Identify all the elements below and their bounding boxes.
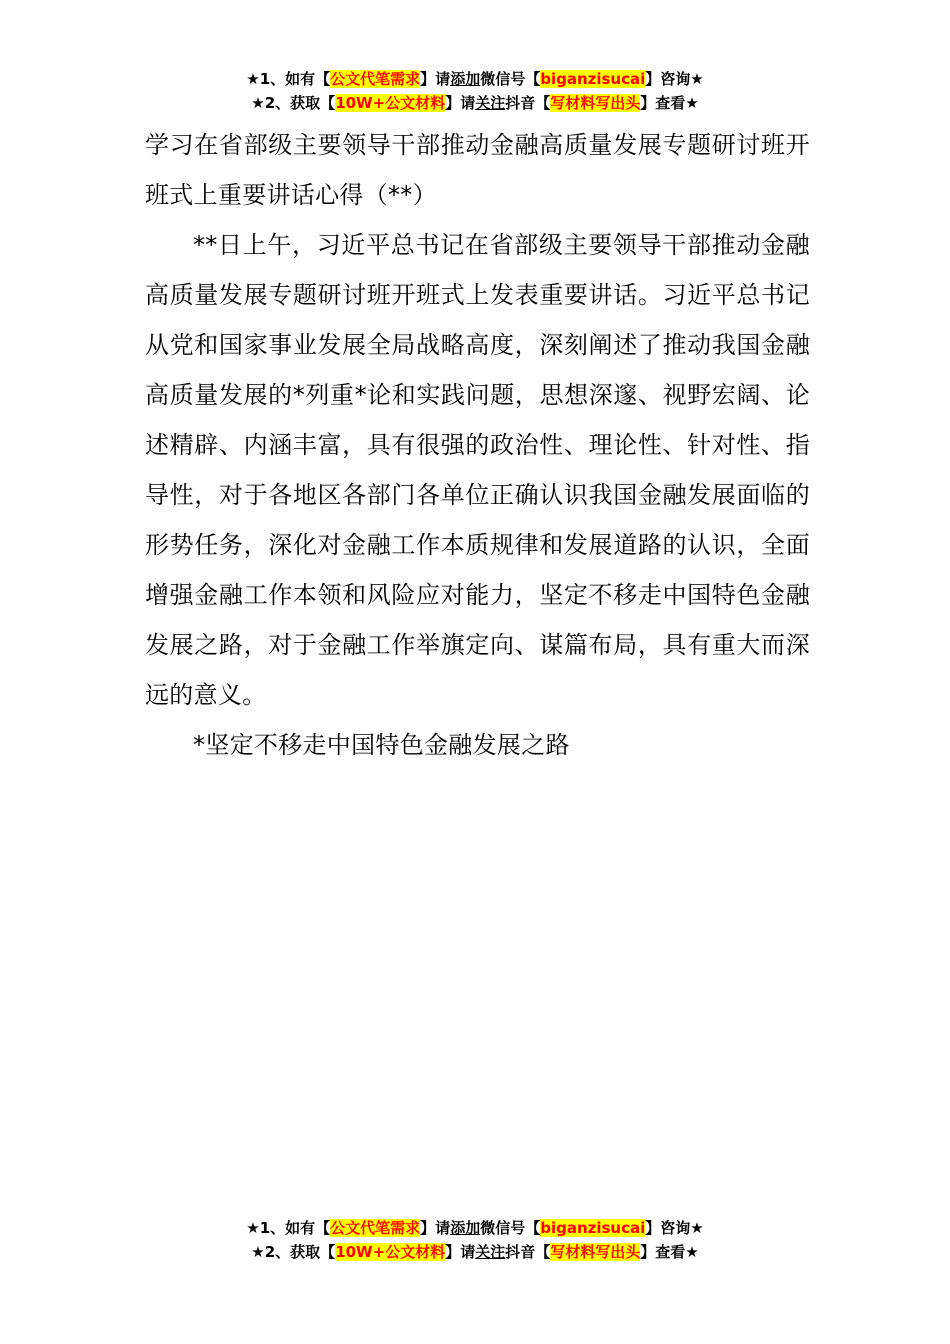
banner-line-1 <box>0 1216 950 1240</box>
banner-line-1 <box>0 67 950 91</box>
underlined-text: 添加 <box>450 1219 481 1237</box>
underlined-text: 关注 <box>475 94 506 112</box>
banner-text: ★2、获取【 <box>251 1243 336 1261</box>
banner-text: 】查看★ <box>640 94 699 112</box>
header-banner <box>0 67 950 115</box>
highlight-service: 公文代笔需求 <box>330 70 421 88</box>
banner-text: 】查看★ <box>640 1243 699 1261</box>
banner-text: ★1、如有【 <box>246 1219 331 1237</box>
paragraph: **日上午，习近平总书记在省部级主要领导干部推动金融高质量发展专题研讨班开班式上发表重要讲话。习近平总书记从党和国家事业发展全局战略高度，深刻阐述了推动我国金融高质量发展的*列重*论和实践问题，思想深邃、视野宏阔、论述精辟、内涵丰富，具有很强的政治性、理论性、针对性、指导性，对于各地区各部门各单位正确认识我国金融发展面临的形势任务，深化对金融工作本质规律和发展道路的认识，全面增强金融工作本领和风险应对能力，坚定不移走中国特色金融发展之路，对于金融工作举旗定向、谋篇布局，具有重大而深远的意义。 <box>145 231 810 709</box>
highlight-materials: 10W+公文材料 <box>335 1243 446 1261</box>
banner-text: 】请 <box>445 94 476 112</box>
underlined-text: 添加 <box>450 70 481 88</box>
banner-text: 】咨询★ <box>645 70 704 88</box>
banner-text: 】请 <box>445 1243 476 1261</box>
highlight-douyin: 写材料写出头 <box>550 1243 641 1261</box>
banner-text: 微信号【 <box>480 70 541 88</box>
footer-banner <box>0 1216 950 1264</box>
banner-text: 微信号【 <box>480 1219 541 1237</box>
highlight-wechat-id: biganzisucai <box>540 1219 646 1237</box>
banner-line-2 <box>0 91 950 115</box>
section-heading: *坚定不移走中国特色金融发展之路 <box>193 731 570 759</box>
banner-line-2 <box>0 1240 950 1264</box>
banner-text: 抖音【 <box>505 1243 551 1261</box>
highlight-service: 公文代笔需求 <box>330 1219 421 1237</box>
document-title: 学习在省部级主要领导干部推动金融高质量发展专题研讨班开班式上重要讲话心得（**） <box>145 131 810 209</box>
banner-text: ★1、如有【 <box>246 70 331 88</box>
banner-text: 】请 <box>420 70 451 88</box>
banner-text: 抖音【 <box>505 94 551 112</box>
highlight-douyin: 写材料写出头 <box>550 94 641 112</box>
banner-text: ★2、获取【 <box>251 94 336 112</box>
banner-text: 】咨询★ <box>645 1219 704 1237</box>
document-body <box>145 120 810 770</box>
highlight-materials: 10W+公文材料 <box>335 94 446 112</box>
banner-text: 】请 <box>420 1219 451 1237</box>
underlined-text: 关注 <box>475 1243 506 1261</box>
highlight-wechat-id: biganzisucai <box>540 70 646 88</box>
